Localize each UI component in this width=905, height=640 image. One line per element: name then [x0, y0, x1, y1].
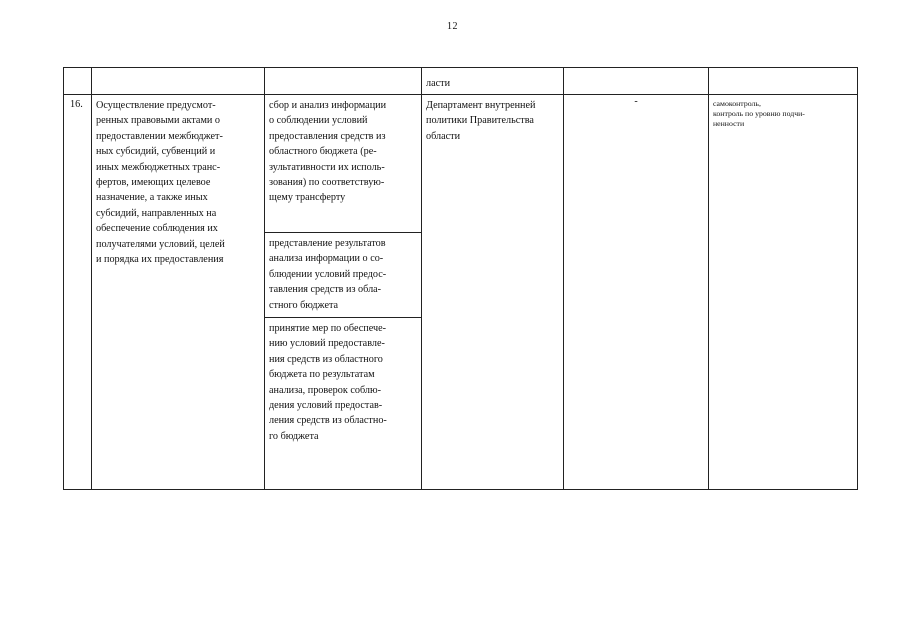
cell-empty: [64, 68, 92, 95]
cell-department: [422, 95, 564, 490]
cell-continuation-text: [422, 68, 564, 95]
task-block: [265, 318, 421, 444]
continuation-row: [64, 68, 858, 95]
task-block: [265, 95, 421, 233]
page-number: 12: [447, 21, 458, 32]
control-text: самоконтроль, контроль по уровню подчи- ненности: [713, 99, 805, 129]
cell-empty: [564, 68, 709, 95]
task-text: принятие мер по обеспече- нию условий предоставле- ния средств из областного бюджета по результатам анализа, проверок соблю- дения условий предостав- ления средств из областно- го бюджета: [269, 323, 387, 442]
cell-row-number: [64, 95, 92, 490]
cell-empty: [92, 68, 265, 95]
cell-subject: [92, 95, 265, 490]
task-text: представление результатов анализа информации о со- блюдении условий предос- тавления средств из обла- стного бюджета: [269, 238, 387, 311]
cell-tasks: [265, 95, 422, 490]
dash-value: -: [634, 96, 638, 107]
table-row: [64, 95, 858, 490]
cell-empty: [265, 68, 422, 95]
subject-text: Осуществление предусмот- ренных правовыми актами о предоставлении межбюджет- ных субсидий, субвенций и иных межбюджетных транс- фертов, имеющих целевое назначение, а также иных субсидий, направленных на обеспечение соблюдения их получателями условий, целей и порядка их предоставления: [96, 100, 225, 266]
task-text: сбор и анализ информации о соблюдении условий предоставления средств из областного бюджета (ре- зультативности их исполь- зования) по соответствую- щему трансферту: [269, 100, 387, 204]
department-text: Департамент внутренней политики Правительства области: [426, 100, 536, 142]
cell-empty: [709, 68, 858, 95]
task-block: [265, 233, 421, 318]
cell-control: [709, 95, 858, 490]
row-number: 16.: [70, 99, 83, 110]
control-table: [63, 67, 858, 490]
cell-col5: [564, 95, 709, 490]
continuation-text: ласти: [426, 78, 451, 89]
